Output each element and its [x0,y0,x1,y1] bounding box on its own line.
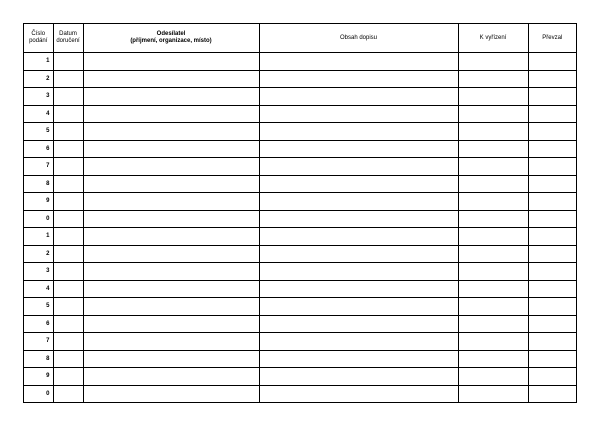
datum-cell[interactable] [53,228,83,246]
vyrizeni-cell[interactable] [458,70,528,88]
row-number: 4 [24,105,53,123]
odesilatel-cell[interactable] [83,298,259,316]
table-row [24,385,576,402]
prevzal-cell[interactable] [528,88,576,106]
table-row [24,70,576,88]
obsah-cell[interactable] [259,158,458,176]
row-number: 0 [24,385,53,402]
prevzal-cell[interactable] [528,193,576,211]
vyrizeni-cell[interactable] [458,350,528,368]
vyrizeni-cell[interactable] [458,368,528,386]
prevzal-cell[interactable] [528,385,576,402]
odesilatel-cell[interactable] [83,193,259,211]
prevzal-cell[interactable] [528,333,576,351]
datum-cell[interactable] [53,368,83,386]
obsah-cell[interactable] [259,123,458,141]
table-row [24,333,576,351]
prevzal-cell[interactable] [528,123,576,141]
prevzal-cell[interactable] [528,53,576,71]
datum-cell[interactable] [53,158,83,176]
datum-cell[interactable] [53,298,83,316]
vyrizeni-cell[interactable] [458,88,528,106]
odesilatel-cell[interactable] [83,70,259,88]
vyrizeni-cell[interactable] [458,298,528,316]
datum-cell[interactable] [53,105,83,123]
vyrizeni-cell[interactable] [458,140,528,158]
table-row [24,350,576,368]
datum-cell[interactable] [53,88,83,106]
header-row [24,24,576,53]
obsah-cell[interactable] [259,53,458,71]
table-row [24,88,576,106]
row-number: 2 [24,245,53,263]
prevzal-cell[interactable] [528,298,576,316]
prevzal-cell[interactable] [528,315,576,333]
obsah-cell[interactable] [259,140,458,158]
header-datum-doruceni: Datum doručení [53,24,83,53]
obsah-cell[interactable] [259,105,458,123]
row-number: 2 [24,70,53,88]
table-row [24,105,576,123]
table-row [24,175,576,193]
obsah-cell[interactable] [259,70,458,88]
table-row [24,280,576,298]
vyrizeni-cell[interactable] [458,315,528,333]
vyrizeni-cell[interactable] [458,123,528,141]
prevzal-cell[interactable] [528,140,576,158]
row-number: 3 [24,88,53,106]
obsah-cell[interactable] [259,88,458,106]
table-row [24,53,576,71]
obsah-cell[interactable] [259,193,458,211]
vyrizeni-cell[interactable] [458,53,528,71]
prevzal-cell[interactable] [528,350,576,368]
datum-cell[interactable] [53,333,83,351]
row-number: 8 [24,350,53,368]
odesilatel-cell[interactable] [83,210,259,228]
mail-register-table [24,24,576,402]
header-prevzal: Převzal [528,24,576,53]
odesilatel-cell[interactable] [83,385,259,402]
datum-cell[interactable] [53,385,83,402]
obsah-cell[interactable] [259,298,458,316]
vyrizeni-cell[interactable] [458,193,528,211]
datum-cell[interactable] [53,193,83,211]
obsah-cell[interactable] [259,333,458,351]
header-obsah-dopisu: Obsah dopisu [259,24,458,53]
odesilatel-cell[interactable] [83,228,259,246]
row-number: 5 [24,123,53,141]
odesilatel-cell[interactable] [83,280,259,298]
header-k-vyrizeni: K vyřízení [458,24,528,53]
datum-cell[interactable] [53,140,83,158]
odesilatel-cell[interactable] [83,53,259,71]
obsah-cell[interactable] [259,350,458,368]
vyrizeni-cell[interactable] [458,210,528,228]
obsah-cell[interactable] [259,280,458,298]
datum-cell[interactable] [53,70,83,88]
row-number: 0 [24,210,53,228]
table-row [24,368,576,386]
obsah-cell[interactable] [259,368,458,386]
prevzal-cell[interactable] [528,228,576,246]
datum-cell[interactable] [53,280,83,298]
odesilatel-cell[interactable] [83,158,259,176]
datum-cell[interactable] [53,175,83,193]
prevzal-cell[interactable] [528,280,576,298]
vyrizeni-cell[interactable] [458,385,528,402]
vyrizeni-cell[interactable] [458,158,528,176]
obsah-cell[interactable] [259,228,458,246]
odesilatel-cell[interactable] [83,175,259,193]
vyrizeni-cell[interactable] [458,280,528,298]
table-row [24,123,576,141]
datum-cell[interactable] [53,245,83,263]
odesilatel-cell[interactable] [83,350,259,368]
prevzal-cell[interactable] [528,158,576,176]
prevzal-cell[interactable] [528,368,576,386]
vyrizeni-cell[interactable] [458,175,528,193]
table-row [24,245,576,263]
odesilatel-cell[interactable] [83,263,259,281]
row-number: 7 [24,158,53,176]
table-row [24,228,576,246]
vyrizeni-cell[interactable] [458,245,528,263]
prevzal-cell[interactable] [528,245,576,263]
table-row [24,315,576,333]
row-number: 8 [24,175,53,193]
row-number: 1 [24,53,53,71]
row-number: 3 [24,263,53,281]
row-number: 9 [24,368,53,386]
odesilatel-cell[interactable] [83,140,259,158]
datum-cell[interactable] [53,263,83,281]
odesilatel-cell[interactable] [83,368,259,386]
prevzal-cell[interactable] [528,105,576,123]
vyrizeni-cell[interactable] [458,333,528,351]
prevzal-cell[interactable] [528,175,576,193]
odesilatel-cell[interactable] [83,333,259,351]
obsah-cell[interactable] [259,263,458,281]
datum-cell[interactable] [53,315,83,333]
table-row [24,193,576,211]
header-cislo-podani: Číslo podání [29,31,48,44]
odesilatel-cell[interactable] [83,105,259,123]
prevzal-cell[interactable] [528,263,576,281]
row-number: 5 [24,298,53,316]
datum-cell[interactable] [53,210,83,228]
prevzal-cell[interactable] [528,70,576,88]
row-number: 7 [24,333,53,351]
vyrizeni-cell[interactable] [458,263,528,281]
datum-cell[interactable] [53,53,83,71]
table-row [24,263,576,281]
datum-cell[interactable] [53,350,83,368]
table-row [24,158,576,176]
obsah-cell[interactable] [259,385,458,402]
vyrizeni-cell[interactable] [458,228,528,246]
obsah-cell[interactable] [259,245,458,263]
mail-register-form [23,23,577,403]
row-number: 6 [24,140,53,158]
row-number: 4 [24,280,53,298]
row-number: 1 [24,228,53,246]
header-odesilatel: Odesílatel (příjmení, organizace, místo) [83,24,259,53]
vyrizeni-cell[interactable] [458,105,528,123]
row-number: 9 [24,193,53,211]
odesilatel-cell[interactable] [83,88,259,106]
obsah-cell[interactable] [259,175,458,193]
table-row [24,140,576,158]
odesilatel-cell[interactable] [83,245,259,263]
odesilatel-cell[interactable] [83,315,259,333]
table-row [24,298,576,316]
table-row [24,210,576,228]
odesilatel-cell[interactable] [83,123,259,141]
row-number: 6 [24,315,53,333]
prevzal-cell[interactable] [528,210,576,228]
obsah-cell[interactable] [259,210,458,228]
datum-cell[interactable] [53,123,83,141]
obsah-cell[interactable] [259,315,458,333]
